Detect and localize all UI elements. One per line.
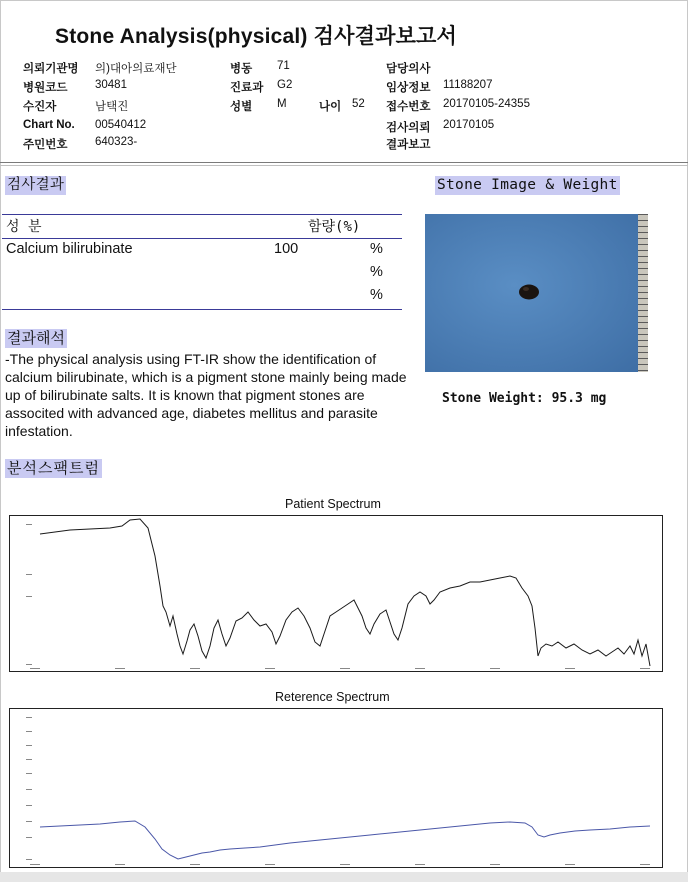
receipt-no-value: 20170105-24355 [443, 98, 530, 110]
stone-photo-graphic [425, 214, 648, 372]
reference-spectrum-title: Reterence Spectrum [275, 690, 390, 704]
chart-no-label: Chart No. [23, 119, 75, 131]
examinee-value: 남택진 [95, 101, 129, 113]
resident-no-value: 640323- [95, 136, 138, 148]
age-label: 나이 [319, 101, 342, 113]
results-row-unit: % [370, 264, 383, 280]
ward-label: 병동 [230, 63, 253, 75]
scale-ruler [638, 214, 648, 372]
request-date-value: 20170105 [443, 119, 495, 131]
ward-value: 71 [277, 60, 290, 72]
hospital-code-label: 병원코드 [23, 82, 68, 94]
reference-spectrum-plot [9, 708, 663, 868]
sex-value: M [277, 98, 287, 110]
doctor-label: 담당의사 [386, 63, 431, 75]
interpretation-text: -The physical analysis using FT-IR show the identification of calcium bilirubinate, which is a pigment stone mainly being made up of bilirubinate salts. It is known that pigment stones are associted with advanced age, diabetes mellitus and parasite infestation. [5, 351, 407, 439]
results-col-content: 함량(%) [308, 219, 361, 235]
stone-photo [425, 214, 648, 372]
page-bottom-bar [0, 872, 688, 882]
results-table-top-rule [2, 214, 402, 215]
sex-label: 성별 [230, 101, 253, 113]
department-label: 진료과 [230, 82, 264, 94]
age-value: 52 [352, 98, 365, 110]
stone-weight: Stone Weight: 95.3 mg [442, 391, 607, 406]
department-value: G2 [277, 79, 293, 91]
hospital-code-value: 30481 [95, 79, 127, 91]
reference-spectrum-line [40, 821, 650, 859]
stone-object [519, 285, 539, 300]
patient-spectrum-line [40, 519, 650, 666]
results-row-unit: % [370, 287, 383, 303]
institution-value: 의)대아의료재단 [95, 63, 177, 75]
report-title: Stone Analysis(physical) 검사결과보고서 [55, 25, 458, 48]
request-date-label: 검사의뢰 [386, 122, 431, 134]
header-divider [0, 162, 688, 163]
results-row-component: Calcium bilirubinate [6, 241, 133, 257]
results-table-bottom-rule [2, 309, 402, 310]
results-row-unit: % [370, 241, 383, 257]
patient-spectrum-axis-ticks [26, 524, 650, 669]
header-divider-secondary [0, 165, 688, 166]
results-table-header-rule [2, 238, 402, 239]
clinical-info-value: 11188207 [443, 79, 493, 91]
patient-spectrum-title: Patient Spectrum [285, 497, 381, 511]
examinee-label: 수진자 [23, 101, 57, 113]
patient-spectrum-plot [9, 515, 663, 672]
results-col-component: 성 분 [6, 219, 42, 235]
interpretation-section-title: 결과해석 [7, 330, 65, 347]
institution-label: 의뢰기관명 [23, 63, 79, 75]
results-section-title: 검사결과 [7, 177, 65, 193]
stone-section-title: Stone Image & Weight [437, 177, 618, 193]
results-row-value: 100 [274, 241, 299, 257]
spectrum-section-title: 분석스팩트럼 [7, 460, 100, 477]
receipt-no-label: 접수번호 [386, 101, 431, 113]
reference-spectrum-axis-ticks [26, 717, 650, 865]
clinical-info-label: 임상정보 [386, 82, 431, 94]
resident-no-label: 주민번호 [23, 139, 68, 151]
report-label: 결과보고 [386, 139, 431, 151]
chart-no-value: 00540412 [95, 119, 147, 131]
